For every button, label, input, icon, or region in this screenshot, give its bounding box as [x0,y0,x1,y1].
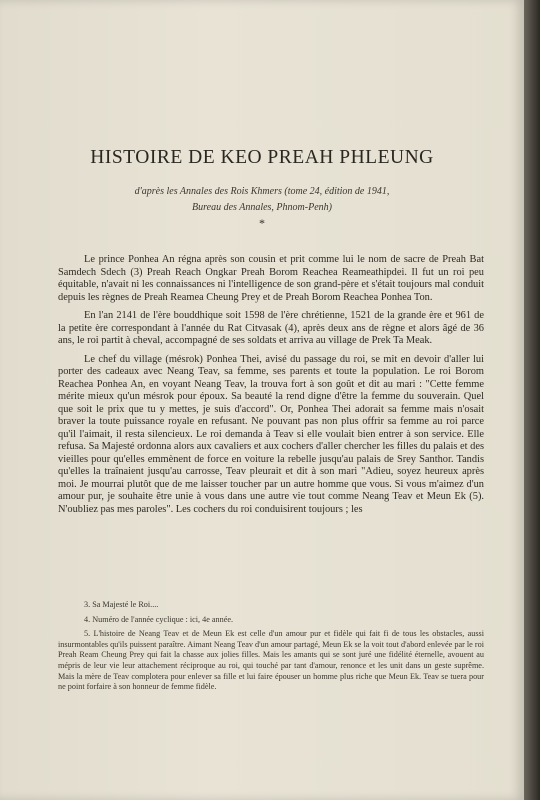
paragraph: En l'an 2141 de l'ère bouddhique soit 1598 de l'ère chrétienne, 1521 de la grande ère et 961 de la petite ère correspondant à l'année du Rat Citvasak (4), après deux ans de règne et alors âgé de 36 ans, le roi partit à cheval, accompagné de ses soldats et arriva au village de Prek Ta Meak. [58,310,484,346]
footnotes [58,600,484,697]
page-title: HISTOIRE DE KEO PREAH PHLEUNG [90,147,434,168]
subtitle-line-1: d'après les Annales des Rois Khmers (tome 24, édition de 1941, [134,186,390,197]
paragraph: Le chef du village (mésrok) Ponhea Thei, avisé du passage du roi, se mit en devoir d'aller lui porter des cadeaux avec Neang Teav, sa femme, ses parents et toute la population. Le roi Borom Reachea Ponhea An, en voyant Neang Teav, la trouva fort à son goût et dit au mari : "Cette femme mérite mieux qu'un mésrok pour époux. Sa beauté la rend digne d'être la femme du souverain. Quel que soit le prix que tu y mettes, je suis d'accord". Or, Ponhea Thei adorait sa femme mais n'osait braver la toute puissance royale en refusant. Ne pouvant pas non plus offrir sa femme au roi parce qu'il l'aimait, il resta silencieux. Le roi demanda à Teav si elle voulait bien entrer à son service. Elle refusa. Sa Majesté ordonna alors aux cavaliers et aux cochers d'aller chercher les filles du palais et des vieilles pour qu'elles emmènent de force en voiture la rebelle jusqu'au palais de Srey Santhor. Tandis qu'elles la traînaient jusqu'au carrosse, Teav pleurait et dit à son mari "Adieu, soyez heureux après moi. Je mourrai plutôt que de me laisser toucher par un autre homme que vous. Si vous m'aimez d'un amour pur, je souhaite être unie à vous dans une autre vie tout comme Neang Teav et Meun Ek (5). N'oubliez pas mes paroles". Les cochers du roi conduisirent toujours ; les [58,353,484,515]
footnote: 3. Sa Majesté le Roi.... [84,600,159,609]
paragraph: Le prince Ponhea An régna après son cousin et prit comme lui le nom de sacre de Preah Bat Samdech Sdech (3) Preah Reach Ongkar Preah Borom Reachea Reameathipdei. Il fut un roi peu équitable, n'avait ni les connaissances ni l'intelligence de son grand-père et s'était toujours mal conduit depuis les règnes de Preah Reamea Cheung Prey et de Preah Borom Reachea Ponhea Ton. [58,254,484,303]
main-text [58,254,484,522]
footnote: 4. Numéro de l'année cyclique : ici, 4e année. [84,614,234,624]
subtitle [0,184,524,216]
footnote: 5. L'histoire de Neang Teav et de Meun Ek est celle d'un amour pur et fidèle qui fait fi de tous les obstacles, aussi insurmontables qu'ils puissent paraître. Aimant Neang Teav d'un amour partagé, Meun Ek se la voit tout d'abord enlevée par le roi Preah Ream Cheung Prey qui fait la chasse aux jolies filles. Mais les amants qui se sont juré une fidélité éternelle, avouent au mépris de leur vie leur attachement réciproque au roi, qui touché par tant d'amour, renonce et les unit dans un geste suprême. Mais la mère de Teav complotera pour enlever sa fille et lui faire épouser un homme plus riche que Meun Ek. Teav se tuera pour ne point forfaire à son honneur de femme fidèle. [58,629,484,692]
section-separator: * [259,216,265,230]
subtitle-line-2: Bureau des Annales, Phnom-Penh) [192,202,332,213]
book-binding-edge [524,0,540,800]
